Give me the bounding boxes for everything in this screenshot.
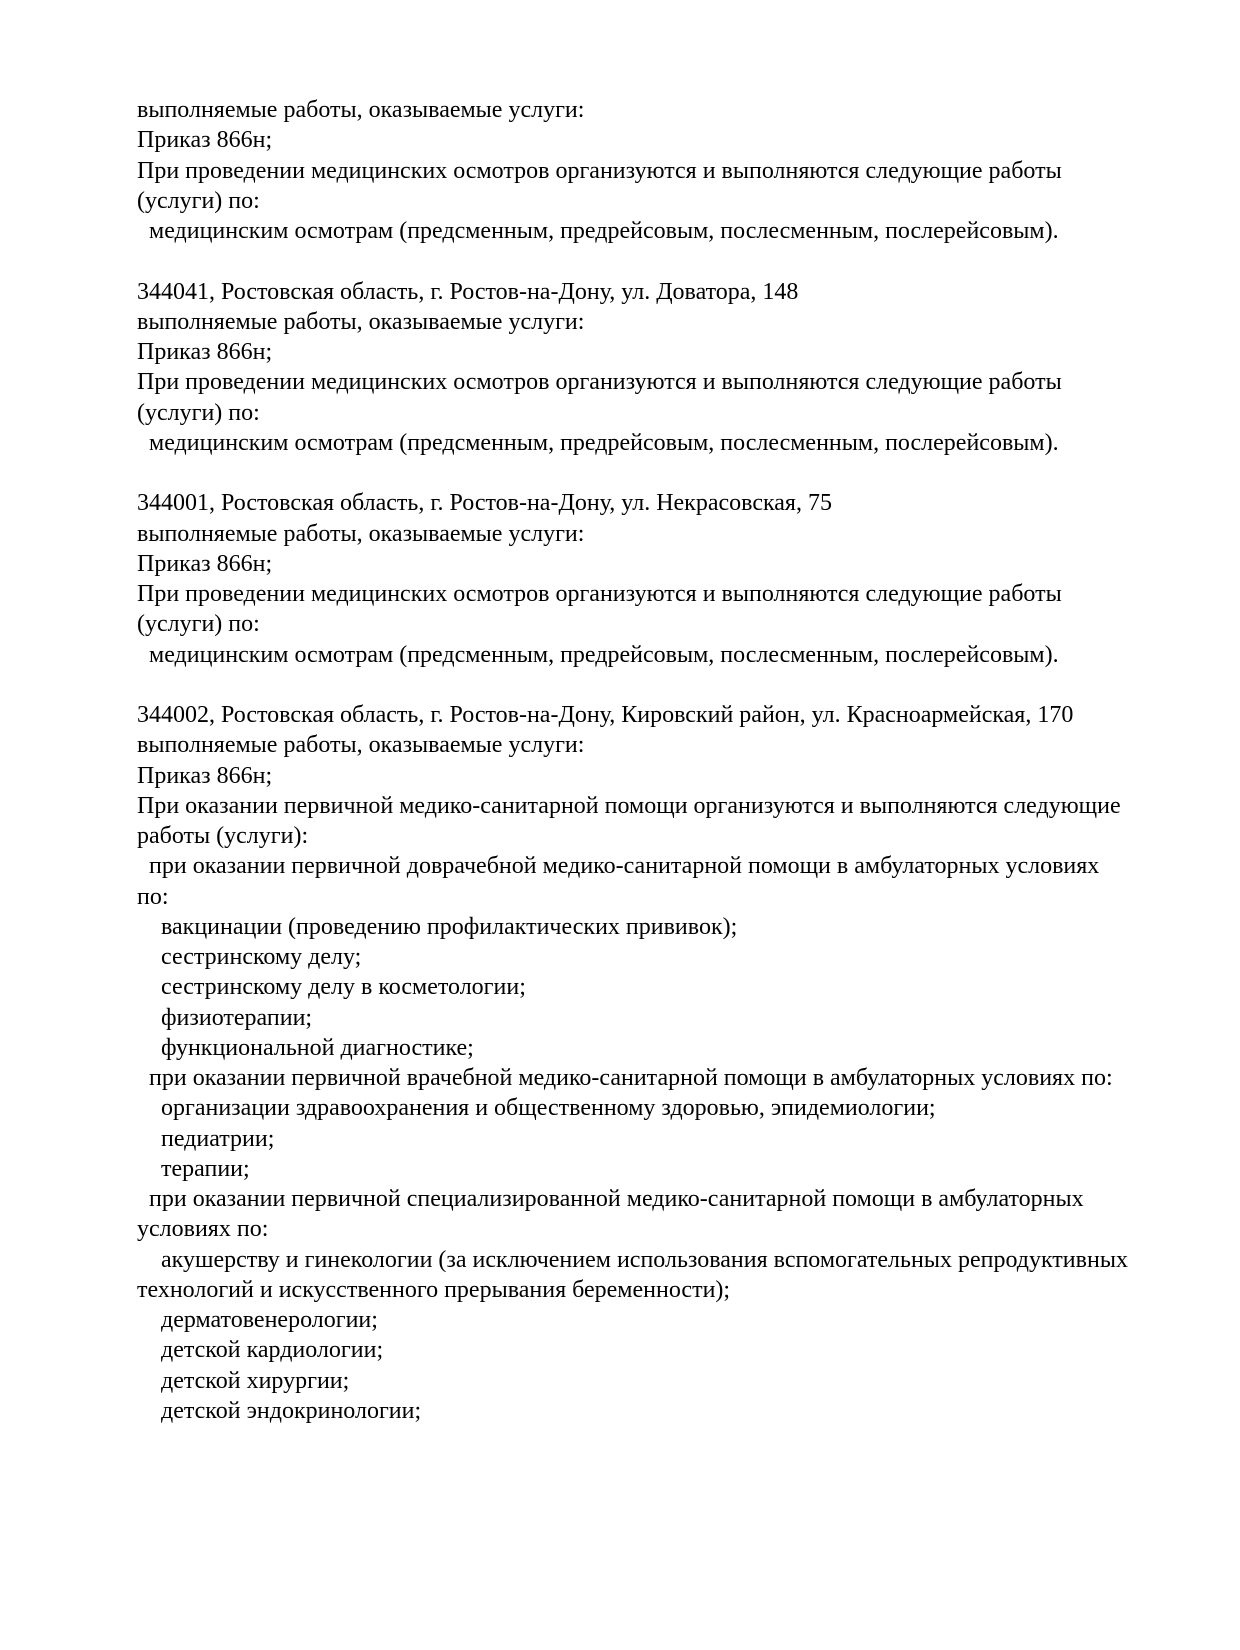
- service-item-line: сестринскому делу в косметологии;: [137, 974, 526, 1001]
- text-line: (услуги) по:: [137, 399, 260, 426]
- service-item-line: медицинским осмотрам (предсменным, предрейсовым, послесменным, послерейсовым).: [137, 218, 1059, 244]
- service-item-line: вакцинации (проведению профилактических прививок);: [137, 913, 738, 940]
- service-item-line: дерматовенерологии;: [137, 1307, 378, 1333]
- service-item-line: сестринскому делу;: [137, 944, 362, 970]
- service-item-line: медицинским осмотрам (предсменным, предрейсовым, послесменным, послерейсовым).: [137, 429, 1059, 456]
- license-works-block: [137, 488, 1120, 670]
- service-item-line: акушерству и гинекологии (за исключением использования вспомогательных репродуктивных: [137, 1246, 1128, 1273]
- text-line: При проведении медицинских осмотров организуются и выполняются следующие работы: [137, 157, 1062, 184]
- address-line: 344002, Ростовская область, г. Ростов-на-Дону, Кировский район, ул. Красноармейская, 170: [137, 702, 1074, 728]
- text-line: выполняемые работы, оказываемые услуги:: [137, 520, 585, 547]
- text-line: (услуги) по:: [137, 187, 260, 214]
- service-item-line: организации здравоохранения и общественному здоровью, эпидемиологии;: [137, 1095, 936, 1122]
- text-line: при оказании первичной врачебной медико-санитарной помощи в амбулаторных условиях по:: [137, 1065, 1113, 1091]
- text-line: (услуги) по:: [137, 611, 260, 638]
- license-works-block: [137, 700, 1128, 1426]
- service-item-line: педиатрии;: [137, 1125, 275, 1152]
- text-line: технологий и искусственного прерывания беременности);: [137, 1276, 731, 1303]
- order-reference-line: Приказ 866н;: [137, 762, 273, 789]
- address-line: 344001, Ростовская область, г. Ростов-на-Дону, ул. Некрасовская, 75: [137, 490, 832, 517]
- order-reference-line: Приказ 866н;: [137, 550, 273, 577]
- text-line: при оказании первичной специализированной медико-санитарной помощи в амбулаторных: [137, 1186, 1084, 1212]
- service-item-line: физиотерапии;: [137, 1004, 313, 1031]
- text-line: При оказании первичной медико-санитарной помощи организуются и выполняются следующие: [137, 792, 1121, 819]
- service-item-line: терапии;: [137, 1155, 250, 1182]
- text-line: выполняемые работы, оказываемые услуги:: [137, 308, 585, 335]
- text-line: по:: [137, 883, 169, 910]
- order-reference-line: Приказ 866н;: [137, 127, 273, 154]
- text-line: выполняемые работы, оказываемые услуги:: [137, 732, 585, 759]
- text-line: При проведении медицинских осмотров организуются и выполняются следующие работы: [137, 369, 1062, 396]
- license-works-block: [137, 277, 1120, 459]
- service-item-line: функциональной диагностике;: [137, 1034, 474, 1061]
- text-line: При проведении медицинских осмотров организуются и выполняются следующие работы: [137, 581, 1062, 607]
- order-reference-line: Приказ 866н;: [137, 339, 273, 365]
- license-works-block: [137, 95, 1120, 246]
- service-item-line: медицинским осмотрам (предсменным, предрейсовым, послесменным, послерейсовым).: [137, 641, 1059, 668]
- text-line: при оказании первичной доврачебной медико-санитарной помощи в амбулаторных условиях: [137, 853, 1100, 880]
- text-line: условиях по:: [137, 1216, 269, 1243]
- text-line: работы (услуги):: [137, 823, 309, 849]
- service-item-line: детской эндокринологии;: [137, 1397, 422, 1424]
- service-item-line: детской кардиологии;: [137, 1337, 384, 1364]
- text-line: выполняемые работы, оказываемые услуги:: [137, 97, 585, 123]
- address-line: 344041, Ростовская область, г. Ростов-на-Дону, ул. Доватора, 148: [137, 278, 799, 305]
- service-item-line: детской хирургии;: [137, 1367, 350, 1394]
